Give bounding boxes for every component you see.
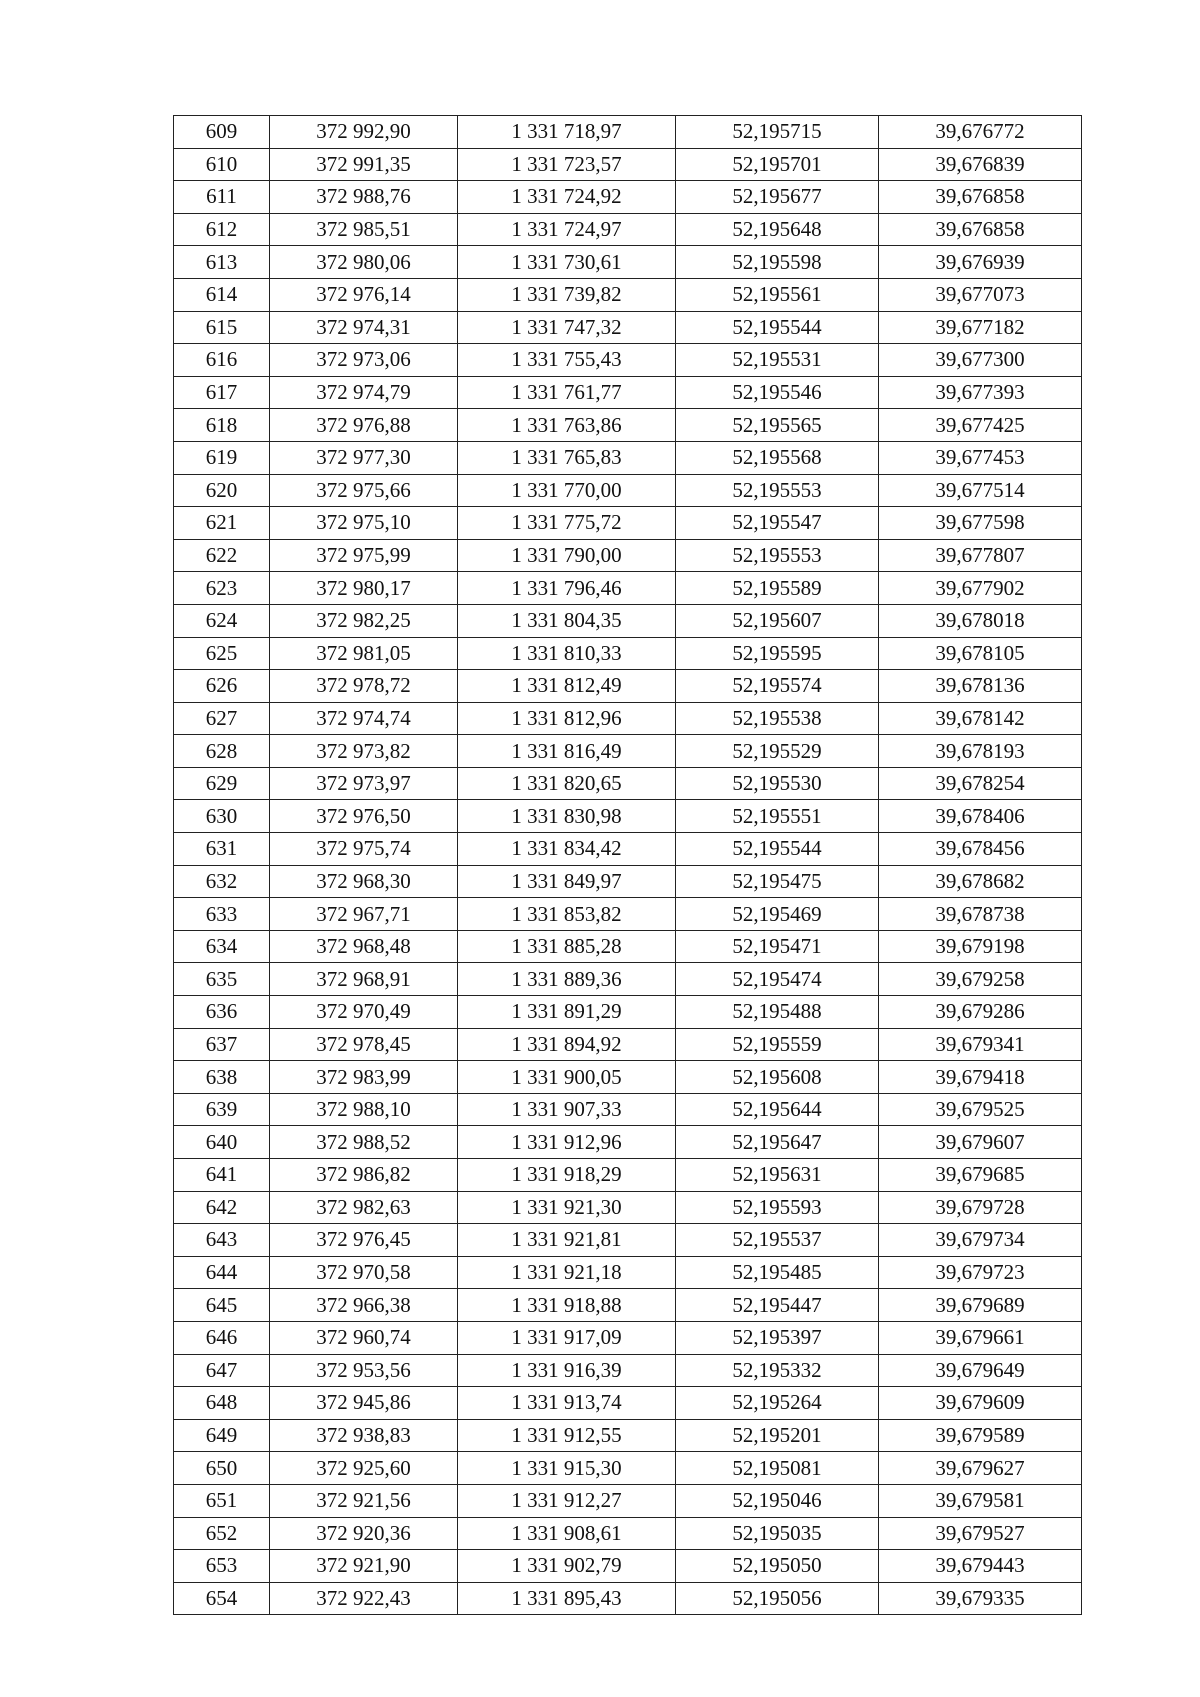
table-row (174, 181, 1082, 214)
point-number-cell: 644 (174, 1256, 270, 1289)
point-number-cell: 622 (174, 539, 270, 572)
x-coordinate-cell: 372 968,91 (270, 963, 458, 996)
latitude-cell: 52,195264 (676, 1387, 879, 1420)
longitude-cell: 39,676858 (879, 181, 1082, 214)
point-number-cell: 641 (174, 1159, 270, 1192)
longitude-cell: 39,677300 (879, 344, 1082, 377)
y-coordinate-cell: 1 331 916,39 (458, 1354, 676, 1387)
table-row (174, 604, 1082, 637)
y-coordinate-cell: 1 331 918,29 (458, 1159, 676, 1192)
latitude-cell: 52,195608 (676, 1061, 879, 1094)
x-coordinate-cell: 372 973,06 (270, 344, 458, 377)
point-number-cell: 649 (174, 1419, 270, 1452)
latitude-cell: 52,195565 (676, 409, 879, 442)
x-coordinate-cell: 372 991,35 (270, 148, 458, 181)
point-number-cell: 623 (174, 572, 270, 605)
y-coordinate-cell: 1 331 763,86 (458, 409, 676, 442)
latitude-cell: 52,195488 (676, 996, 879, 1029)
latitude-cell: 52,195546 (676, 376, 879, 409)
x-coordinate-cell: 372 975,10 (270, 507, 458, 540)
latitude-cell: 52,195469 (676, 898, 879, 931)
longitude-cell: 39,679661 (879, 1321, 1082, 1354)
y-coordinate-cell: 1 331 739,82 (458, 278, 676, 311)
longitude-cell: 39,677598 (879, 507, 1082, 540)
longitude-cell: 39,679258 (879, 963, 1082, 996)
point-number-cell: 645 (174, 1289, 270, 1322)
table-row (174, 1028, 1082, 1061)
point-number-cell: 634 (174, 930, 270, 963)
table-row (174, 246, 1082, 279)
latitude-cell: 52,195631 (676, 1159, 879, 1192)
coordinates-table (173, 115, 1082, 1615)
x-coordinate-cell: 372 953,56 (270, 1354, 458, 1387)
latitude-cell: 52,195530 (676, 767, 879, 800)
x-coordinate-cell: 372 973,82 (270, 735, 458, 768)
table-row (174, 376, 1082, 409)
longitude-cell: 39,679728 (879, 1191, 1082, 1224)
x-coordinate-cell: 372 967,71 (270, 898, 458, 931)
point-number-cell: 618 (174, 409, 270, 442)
point-number-cell: 635 (174, 963, 270, 996)
longitude-cell: 39,678738 (879, 898, 1082, 931)
x-coordinate-cell: 372 973,97 (270, 767, 458, 800)
longitude-cell: 39,677453 (879, 441, 1082, 474)
longitude-cell: 39,677182 (879, 311, 1082, 344)
y-coordinate-cell: 1 331 900,05 (458, 1061, 676, 1094)
table-row (174, 735, 1082, 768)
point-number-cell: 640 (174, 1126, 270, 1159)
y-coordinate-cell: 1 331 810,33 (458, 637, 676, 670)
point-number-cell: 610 (174, 148, 270, 181)
x-coordinate-cell: 372 960,74 (270, 1321, 458, 1354)
point-number-cell: 630 (174, 800, 270, 833)
point-number-cell: 624 (174, 604, 270, 637)
latitude-cell: 52,195593 (676, 1191, 879, 1224)
longitude-cell: 39,677902 (879, 572, 1082, 605)
x-coordinate-cell: 372 976,50 (270, 800, 458, 833)
longitude-cell: 39,679286 (879, 996, 1082, 1029)
latitude-cell: 52,195447 (676, 1289, 879, 1322)
longitude-cell: 39,678406 (879, 800, 1082, 833)
x-coordinate-cell: 372 920,36 (270, 1517, 458, 1550)
x-coordinate-cell: 372 974,31 (270, 311, 458, 344)
latitude-cell: 52,195553 (676, 539, 879, 572)
point-number-cell: 639 (174, 1093, 270, 1126)
latitude-cell: 52,195644 (676, 1093, 879, 1126)
point-number-cell: 633 (174, 898, 270, 931)
y-coordinate-cell: 1 331 921,30 (458, 1191, 676, 1224)
point-number-cell: 631 (174, 833, 270, 866)
y-coordinate-cell: 1 331 908,61 (458, 1517, 676, 1550)
y-coordinate-cell: 1 331 907,33 (458, 1093, 676, 1126)
longitude-cell: 39,679198 (879, 930, 1082, 963)
point-number-cell: 619 (174, 441, 270, 474)
x-coordinate-cell: 372 988,76 (270, 181, 458, 214)
latitude-cell: 52,195538 (676, 702, 879, 735)
x-coordinate-cell: 372 976,88 (270, 409, 458, 442)
table-row (174, 116, 1082, 149)
point-number-cell: 628 (174, 735, 270, 768)
table-row (174, 767, 1082, 800)
x-coordinate-cell: 372 975,99 (270, 539, 458, 572)
latitude-cell: 52,195715 (676, 116, 879, 149)
longitude-cell: 39,677393 (879, 376, 1082, 409)
y-coordinate-cell: 1 331 918,88 (458, 1289, 676, 1322)
longitude-cell: 39,678136 (879, 670, 1082, 703)
y-coordinate-cell: 1 331 724,97 (458, 213, 676, 246)
latitude-cell: 52,195701 (676, 148, 879, 181)
point-number-cell: 653 (174, 1550, 270, 1583)
latitude-cell: 52,195559 (676, 1028, 879, 1061)
y-coordinate-cell: 1 331 816,49 (458, 735, 676, 768)
y-coordinate-cell: 1 331 718,97 (458, 116, 676, 149)
latitude-cell: 52,195598 (676, 246, 879, 279)
y-coordinate-cell: 1 331 830,98 (458, 800, 676, 833)
latitude-cell: 52,195046 (676, 1484, 879, 1517)
longitude-cell: 39,679685 (879, 1159, 1082, 1192)
x-coordinate-cell: 372 978,72 (270, 670, 458, 703)
point-number-cell: 638 (174, 1061, 270, 1094)
latitude-cell: 52,195677 (676, 181, 879, 214)
x-coordinate-cell: 372 986,82 (270, 1159, 458, 1192)
x-coordinate-cell: 372 974,74 (270, 702, 458, 735)
latitude-cell: 52,195397 (676, 1321, 879, 1354)
point-number-cell: 636 (174, 996, 270, 1029)
longitude-cell: 39,679723 (879, 1256, 1082, 1289)
y-coordinate-cell: 1 331 917,09 (458, 1321, 676, 1354)
longitude-cell: 39,679443 (879, 1550, 1082, 1583)
x-coordinate-cell: 372 983,99 (270, 1061, 458, 1094)
table-row (174, 572, 1082, 605)
point-number-cell: 609 (174, 116, 270, 149)
y-coordinate-cell: 1 331 921,18 (458, 1256, 676, 1289)
x-coordinate-cell: 372 988,52 (270, 1126, 458, 1159)
x-coordinate-cell: 372 925,60 (270, 1452, 458, 1485)
longitude-cell: 39,679525 (879, 1093, 1082, 1126)
longitude-cell: 39,679649 (879, 1354, 1082, 1387)
longitude-cell: 39,679418 (879, 1061, 1082, 1094)
longitude-cell: 39,678105 (879, 637, 1082, 670)
latitude-cell: 52,195551 (676, 800, 879, 833)
point-number-cell: 642 (174, 1191, 270, 1224)
longitude-cell: 39,676939 (879, 246, 1082, 279)
latitude-cell: 52,195537 (676, 1224, 879, 1257)
x-coordinate-cell: 372 968,30 (270, 865, 458, 898)
longitude-cell: 39,678142 (879, 702, 1082, 735)
point-number-cell: 647 (174, 1354, 270, 1387)
x-coordinate-cell: 372 921,90 (270, 1550, 458, 1583)
latitude-cell: 52,195607 (676, 604, 879, 637)
point-number-cell: 621 (174, 507, 270, 540)
y-coordinate-cell: 1 331 755,43 (458, 344, 676, 377)
table-row (174, 1387, 1082, 1420)
y-coordinate-cell: 1 331 730,61 (458, 246, 676, 279)
y-coordinate-cell: 1 331 804,35 (458, 604, 676, 637)
x-coordinate-cell: 372 988,10 (270, 1093, 458, 1126)
y-coordinate-cell: 1 331 921,81 (458, 1224, 676, 1257)
longitude-cell: 39,679341 (879, 1028, 1082, 1061)
latitude-cell: 52,195474 (676, 963, 879, 996)
table-row (174, 409, 1082, 442)
table-row (174, 278, 1082, 311)
x-coordinate-cell: 372 968,48 (270, 930, 458, 963)
point-number-cell: 648 (174, 1387, 270, 1420)
y-coordinate-cell: 1 331 790,00 (458, 539, 676, 572)
longitude-cell: 39,679527 (879, 1517, 1082, 1550)
y-coordinate-cell: 1 331 796,46 (458, 572, 676, 605)
latitude-cell: 52,195647 (676, 1126, 879, 1159)
point-number-cell: 650 (174, 1452, 270, 1485)
x-coordinate-cell: 372 974,79 (270, 376, 458, 409)
table-row (174, 1093, 1082, 1126)
latitude-cell: 52,195574 (676, 670, 879, 703)
longitude-cell: 39,677073 (879, 278, 1082, 311)
latitude-cell: 52,195568 (676, 441, 879, 474)
x-coordinate-cell: 372 975,66 (270, 474, 458, 507)
x-coordinate-cell: 372 945,86 (270, 1387, 458, 1420)
table-row (174, 539, 1082, 572)
y-coordinate-cell: 1 331 895,43 (458, 1582, 676, 1615)
y-coordinate-cell: 1 331 724,92 (458, 181, 676, 214)
latitude-cell: 52,195589 (676, 572, 879, 605)
table-row (174, 996, 1082, 1029)
y-coordinate-cell: 1 331 775,72 (458, 507, 676, 540)
x-coordinate-cell: 372 938,83 (270, 1419, 458, 1452)
coordinates-table-body (174, 116, 1082, 1615)
table-row (174, 1550, 1082, 1583)
table-row (174, 637, 1082, 670)
latitude-cell: 52,195050 (676, 1550, 879, 1583)
y-coordinate-cell: 1 331 915,30 (458, 1452, 676, 1485)
point-number-cell: 625 (174, 637, 270, 670)
y-coordinate-cell: 1 331 894,92 (458, 1028, 676, 1061)
longitude-cell: 39,679734 (879, 1224, 1082, 1257)
point-number-cell: 646 (174, 1321, 270, 1354)
x-coordinate-cell: 372 992,90 (270, 116, 458, 149)
table-row (174, 344, 1082, 377)
latitude-cell: 52,195475 (676, 865, 879, 898)
point-number-cell: 637 (174, 1028, 270, 1061)
table-row (174, 930, 1082, 963)
x-coordinate-cell: 372 981,05 (270, 637, 458, 670)
longitude-cell: 39,679627 (879, 1452, 1082, 1485)
point-number-cell: 615 (174, 311, 270, 344)
longitude-cell: 39,678682 (879, 865, 1082, 898)
y-coordinate-cell: 1 331 912,55 (458, 1419, 676, 1452)
x-coordinate-cell: 372 921,56 (270, 1484, 458, 1517)
table-row (174, 865, 1082, 898)
table-row (174, 148, 1082, 181)
y-coordinate-cell: 1 331 747,32 (458, 311, 676, 344)
point-number-cell: 643 (174, 1224, 270, 1257)
y-coordinate-cell: 1 331 889,36 (458, 963, 676, 996)
y-coordinate-cell: 1 331 770,00 (458, 474, 676, 507)
longitude-cell: 39,679689 (879, 1289, 1082, 1322)
table-row (174, 1419, 1082, 1452)
longitude-cell: 39,679609 (879, 1387, 1082, 1420)
y-coordinate-cell: 1 331 812,96 (458, 702, 676, 735)
longitude-cell: 39,679581 (879, 1484, 1082, 1517)
point-number-cell: 614 (174, 278, 270, 311)
x-coordinate-cell: 372 975,74 (270, 833, 458, 866)
table-row (174, 1191, 1082, 1224)
table-row (174, 963, 1082, 996)
x-coordinate-cell: 372 966,38 (270, 1289, 458, 1322)
point-number-cell: 617 (174, 376, 270, 409)
table-row (174, 898, 1082, 931)
point-number-cell: 632 (174, 865, 270, 898)
latitude-cell: 52,195547 (676, 507, 879, 540)
table-row (174, 670, 1082, 703)
y-coordinate-cell: 1 331 885,28 (458, 930, 676, 963)
longitude-cell: 39,677807 (879, 539, 1082, 572)
table-row (174, 1517, 1082, 1550)
point-number-cell: 629 (174, 767, 270, 800)
table-row (174, 441, 1082, 474)
point-number-cell: 652 (174, 1517, 270, 1550)
y-coordinate-cell: 1 331 761,77 (458, 376, 676, 409)
y-coordinate-cell: 1 331 913,74 (458, 1387, 676, 1420)
table-row (174, 213, 1082, 246)
table-row (174, 1224, 1082, 1257)
latitude-cell: 52,195056 (676, 1582, 879, 1615)
y-coordinate-cell: 1 331 812,49 (458, 670, 676, 703)
y-coordinate-cell: 1 331 912,27 (458, 1484, 676, 1517)
latitude-cell: 52,195648 (676, 213, 879, 246)
x-coordinate-cell: 372 985,51 (270, 213, 458, 246)
point-number-cell: 616 (174, 344, 270, 377)
longitude-cell: 39,678018 (879, 604, 1082, 637)
table-row (174, 1582, 1082, 1615)
x-coordinate-cell: 372 922,43 (270, 1582, 458, 1615)
latitude-cell: 52,195531 (676, 344, 879, 377)
point-number-cell: 620 (174, 474, 270, 507)
longitude-cell: 39,677514 (879, 474, 1082, 507)
x-coordinate-cell: 372 977,30 (270, 441, 458, 474)
latitude-cell: 52,195544 (676, 833, 879, 866)
y-coordinate-cell: 1 331 820,65 (458, 767, 676, 800)
longitude-cell: 39,676839 (879, 148, 1082, 181)
latitude-cell: 52,195332 (676, 1354, 879, 1387)
table-row (174, 1452, 1082, 1485)
table-row (174, 1126, 1082, 1159)
point-number-cell: 613 (174, 246, 270, 279)
point-number-cell: 611 (174, 181, 270, 214)
table-row (174, 833, 1082, 866)
y-coordinate-cell: 1 331 834,42 (458, 833, 676, 866)
longitude-cell: 39,677425 (879, 409, 1082, 442)
longitude-cell: 39,678456 (879, 833, 1082, 866)
latitude-cell: 52,195553 (676, 474, 879, 507)
point-number-cell: 654 (174, 1582, 270, 1615)
y-coordinate-cell: 1 331 765,83 (458, 441, 676, 474)
x-coordinate-cell: 372 980,06 (270, 246, 458, 279)
y-coordinate-cell: 1 331 902,79 (458, 1550, 676, 1583)
x-coordinate-cell: 372 976,14 (270, 278, 458, 311)
latitude-cell: 52,195035 (676, 1517, 879, 1550)
latitude-cell: 52,195201 (676, 1419, 879, 1452)
latitude-cell: 52,195485 (676, 1256, 879, 1289)
y-coordinate-cell: 1 331 849,97 (458, 865, 676, 898)
y-coordinate-cell: 1 331 912,96 (458, 1126, 676, 1159)
table-row (174, 800, 1082, 833)
x-coordinate-cell: 372 970,58 (270, 1256, 458, 1289)
longitude-cell: 39,679335 (879, 1582, 1082, 1615)
table-row (174, 1061, 1082, 1094)
x-coordinate-cell: 372 982,25 (270, 604, 458, 637)
point-number-cell: 612 (174, 213, 270, 246)
table-row (174, 1159, 1082, 1192)
latitude-cell: 52,195595 (676, 637, 879, 670)
x-coordinate-cell: 372 982,63 (270, 1191, 458, 1224)
latitude-cell: 52,195544 (676, 311, 879, 344)
latitude-cell: 52,195561 (676, 278, 879, 311)
longitude-cell: 39,676858 (879, 213, 1082, 246)
longitude-cell: 39,679607 (879, 1126, 1082, 1159)
y-coordinate-cell: 1 331 723,57 (458, 148, 676, 181)
table-row (174, 1256, 1082, 1289)
longitude-cell: 39,679589 (879, 1419, 1082, 1452)
x-coordinate-cell: 372 970,49 (270, 996, 458, 1029)
table-row (174, 1321, 1082, 1354)
table-row (174, 702, 1082, 735)
table-row (174, 507, 1082, 540)
table-row (174, 311, 1082, 344)
y-coordinate-cell: 1 331 891,29 (458, 996, 676, 1029)
longitude-cell: 39,678193 (879, 735, 1082, 768)
latitude-cell: 52,195471 (676, 930, 879, 963)
x-coordinate-cell: 372 976,45 (270, 1224, 458, 1257)
point-number-cell: 626 (174, 670, 270, 703)
y-coordinate-cell: 1 331 853,82 (458, 898, 676, 931)
latitude-cell: 52,195529 (676, 735, 879, 768)
longitude-cell: 39,678254 (879, 767, 1082, 800)
table-row (174, 474, 1082, 507)
table-row (174, 1289, 1082, 1322)
table-row (174, 1484, 1082, 1517)
point-number-cell: 651 (174, 1484, 270, 1517)
x-coordinate-cell: 372 980,17 (270, 572, 458, 605)
x-coordinate-cell: 372 978,45 (270, 1028, 458, 1061)
table-row (174, 1354, 1082, 1387)
latitude-cell: 52,195081 (676, 1452, 879, 1485)
point-number-cell: 627 (174, 702, 270, 735)
longitude-cell: 39,676772 (879, 116, 1082, 149)
